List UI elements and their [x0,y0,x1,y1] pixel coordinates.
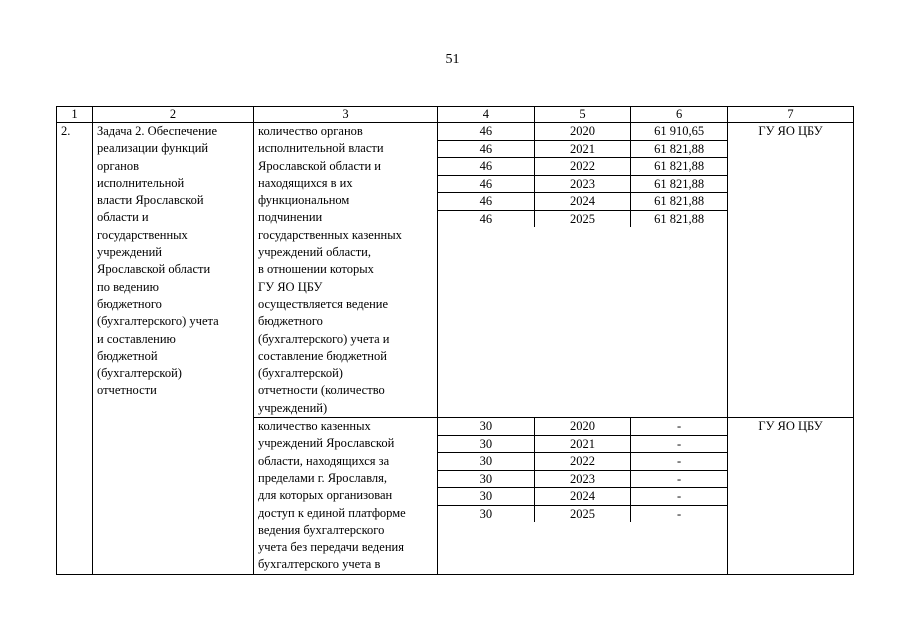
indicator-row-1 [57,123,854,418]
column-header-group [438,107,728,123]
table-row [438,158,727,176]
amount: 61 821,88 [631,158,727,176]
indicators-table [56,106,854,575]
amount: 61 821,88 [631,210,727,227]
indicator-value: 46 [438,193,534,211]
indicator-values [438,123,728,418]
year: 2021 [534,140,630,158]
amount: 61 821,88 [631,193,727,211]
column-header: 4 [482,107,490,121]
page-number: 51 [445,52,460,67]
table-row [438,505,727,522]
indicator-values [438,418,728,575]
amount: - [631,435,727,453]
year: 2024 [534,193,630,211]
year: 2024 [534,488,630,506]
amount: - [631,453,727,471]
column-numbers-row [57,107,854,123]
indicator-value: 30 [438,505,534,522]
amount: - [631,470,727,488]
indicator-name: количество органов исполнительной власти Ярославской области и находящихся в их функциональном подчинении государственных казенных учреждений области, в отношении которых ГУ ЯО ЦБУ осуществляется ведение бюджетного (бухгалтерского) учета и составление бюджетной (бухгалтерской) отчетности (количество учреждений) [254,123,438,418]
year: 2023 [534,175,630,193]
table-row [438,453,727,471]
table-row [438,140,727,158]
indicator-value: 30 [438,435,534,453]
column-header: 6 [675,107,683,121]
indicator-value: 30 [438,453,534,471]
table-row [438,193,727,211]
column-header: 2 [93,107,254,123]
table-row [438,488,727,506]
indicator-value: 46 [479,124,493,138]
indicator-value: 30 [438,488,534,506]
indicator-value: 46 [438,175,534,193]
indicator-value: 46 [438,210,534,227]
indicator-value: 46 [438,140,534,158]
indicator-value: 30 [479,419,493,434]
year: 2020 [534,123,630,140]
year: 2022 [534,453,630,471]
column-header: 3 [254,107,438,123]
executor: ГУ ЯО ЦБУ [728,418,854,575]
indicator-value: 46 [438,158,534,176]
amount: 61 821,88 [631,140,727,158]
executor: ГУ ЯО ЦБУ [728,123,854,418]
column-header: 5 [534,107,630,122]
column-header: 1 [57,107,93,123]
task-description: Задача 2. Обеспечение реализации функций органов исполнительной власти Ярославской области и государственных учреждений Ярославской области по ведению бюджетного (бухгалтерского) учета и составлению бюджетной (бухгалтерской) отчетности [93,123,254,575]
table-row [438,175,727,193]
amount: 61 910,65 [654,124,705,138]
indicator-value: 30 [438,470,534,488]
indicator-name: количество казенных учреждений Ярославской области, находящихся за пределами г. Ярославля, для которых организован доступ к единой платформе ведения бухгалтерского учета без передачи ведения бухгалтерского учета в [254,418,438,575]
year: 2025 [534,210,630,227]
table-row [438,210,727,227]
table-row [438,470,727,488]
year: 2020 [534,418,630,435]
table-row [438,418,727,435]
year: 2021 [534,435,630,453]
row-number: 2. [57,123,93,575]
amount: - [631,505,727,522]
table-row [438,123,727,140]
column-header: 7 [728,107,854,123]
amount: - [676,419,682,434]
amount: 61 821,88 [631,175,727,193]
year: 2025 [534,505,630,522]
amount: - [631,488,727,506]
table-row [438,435,727,453]
year: 2022 [534,158,630,176]
year: 2023 [534,470,630,488]
